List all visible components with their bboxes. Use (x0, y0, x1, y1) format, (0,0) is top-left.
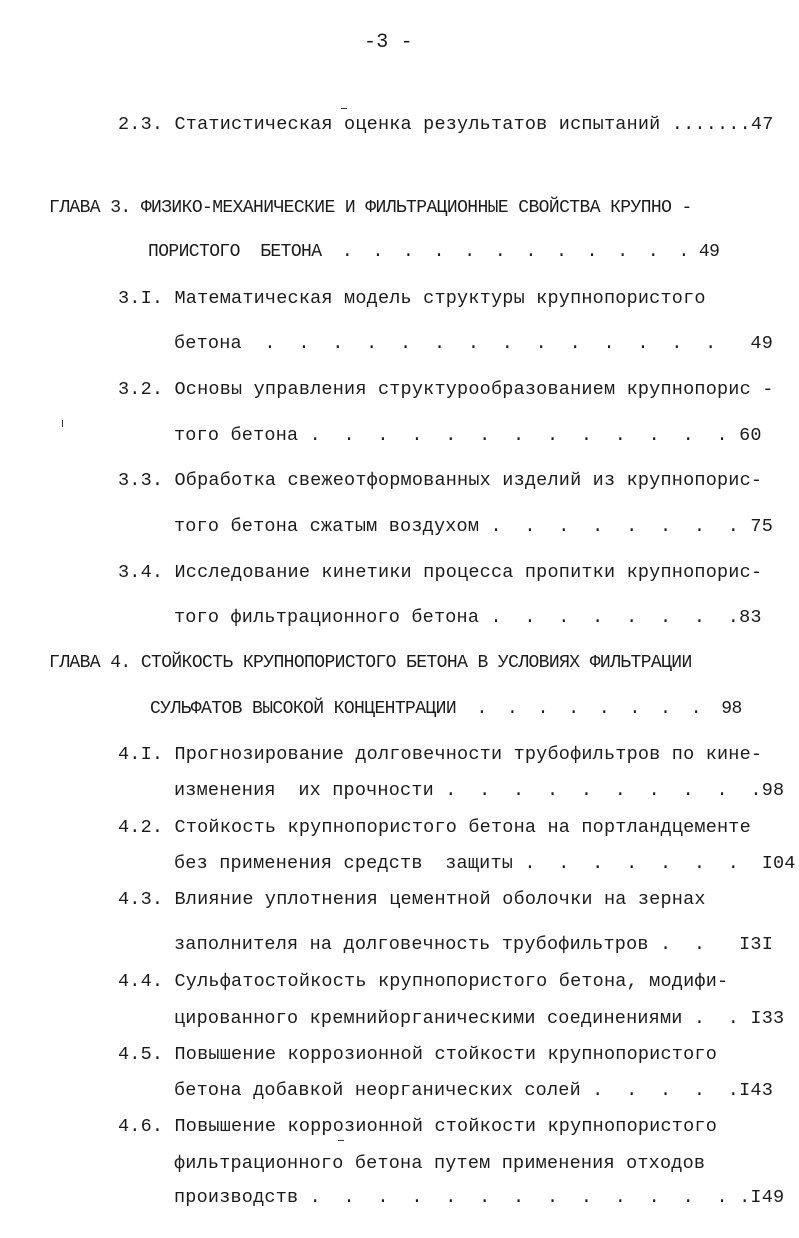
toc-entry-3-3-cont: того бетона сжатым воздухом . . . . . . . . 75 (174, 516, 773, 537)
toc-entry-4-1-cont: изменения их прочности . . . . . . . . . .98 (174, 780, 785, 801)
toc-entry-4-2-cont: без применения средств защиты . . . . . . . I04 (174, 853, 796, 874)
toc-entry-3-4-cont: того фильтрационного бетона . . . . . . . .83 (174, 607, 762, 628)
scan-speck (62, 420, 63, 427)
scan-speck (341, 108, 347, 109)
toc-entry-4-6: 4.6. Повышение коррозионной стойкости крупнопористого (118, 1116, 717, 1137)
toc-entry-4-3-cont: заполнителя на долговечность трубофильтров . . I3I (174, 934, 773, 955)
toc-chapter-3-title: ГЛАВА 3. ФИЗИКО-МЕХАНИЧЕСКИЕ И ФИЛЬТРАЦИОННЫЕ СВОЙСТВА КРУПНО - (49, 198, 692, 218)
toc-entry-4-6-cont: фильтрационного бетона путем применения отходов (174, 1153, 706, 1174)
toc-entry-4-6-cont-2: производств . . . . . . . . . . . . . .I49 (174, 1187, 785, 1208)
toc-entry-4-3: 4.3. Влияние уплотнения цементной оболочки на зернах (118, 889, 706, 910)
toc-entry-2-3: 2.3. Статистическая оценка результатов испытаний .......47 (118, 114, 774, 135)
toc-entry-3-1-cont: бетона . . . . . . . . . . . . . . 49 (174, 333, 773, 354)
toc-entry-4-5: 4.5. Повышение коррозионной стойкости крупнопористого (118, 1044, 717, 1065)
toc-chapter-3-title-cont: ПОРИСТОГО БЕТОНА . . . . . . . . . . . . 49 (148, 242, 720, 262)
toc-chapter-4-title: ГЛАВА 4. СТОЙКОСТЬ КРУПНОПОРИСТОГО БЕТОНА В УСЛОВИЯХ ФИЛЬТРАЦИИ (49, 653, 692, 673)
toc-entry-3-2-cont: того бетона . . . . . . . . . . . . . 60 (174, 425, 762, 446)
toc-entry-4-5-cont: бетона добавкой неорганических солей . . . . .I43 (174, 1080, 773, 1101)
scan-speck (338, 1140, 344, 1141)
toc-entry-3-4: 3.4. Исследование кинетики процесса пропитки крупнопорис- (118, 562, 763, 583)
toc-entry-4-4-cont: цированного кремнийорганическими соединениями . . I33 (174, 1008, 785, 1029)
toc-entry-4-2: 4.2. Стойкость крупнопористого бетона на портландцементе (118, 817, 751, 838)
toc-chapter-4-title-cont: СУЛЬФАТОВ ВЫСОКОЙ КОНЦЕНТРАЦИИ . . . . . . . . 98 (150, 699, 742, 719)
toc-entry-3-3: 3.3. Обработка свежеотформованных изделий из крупнопорис- (118, 470, 763, 491)
toc-entry-4-1: 4.I. Прогнозирование долговечности трубофильтров по кине- (118, 744, 763, 765)
toc-entry-3-1: 3.I. Математическая модель структуры крупнопористого (118, 288, 706, 309)
page-number: -3 - (364, 31, 413, 54)
toc-entry-4-4: 4.4. Сульфатостойкость крупнопористого бетона, модифи- (118, 971, 729, 992)
toc-entry-3-2: 3.2. Основы управления структурообразованием крупнопорис - (118, 379, 774, 400)
